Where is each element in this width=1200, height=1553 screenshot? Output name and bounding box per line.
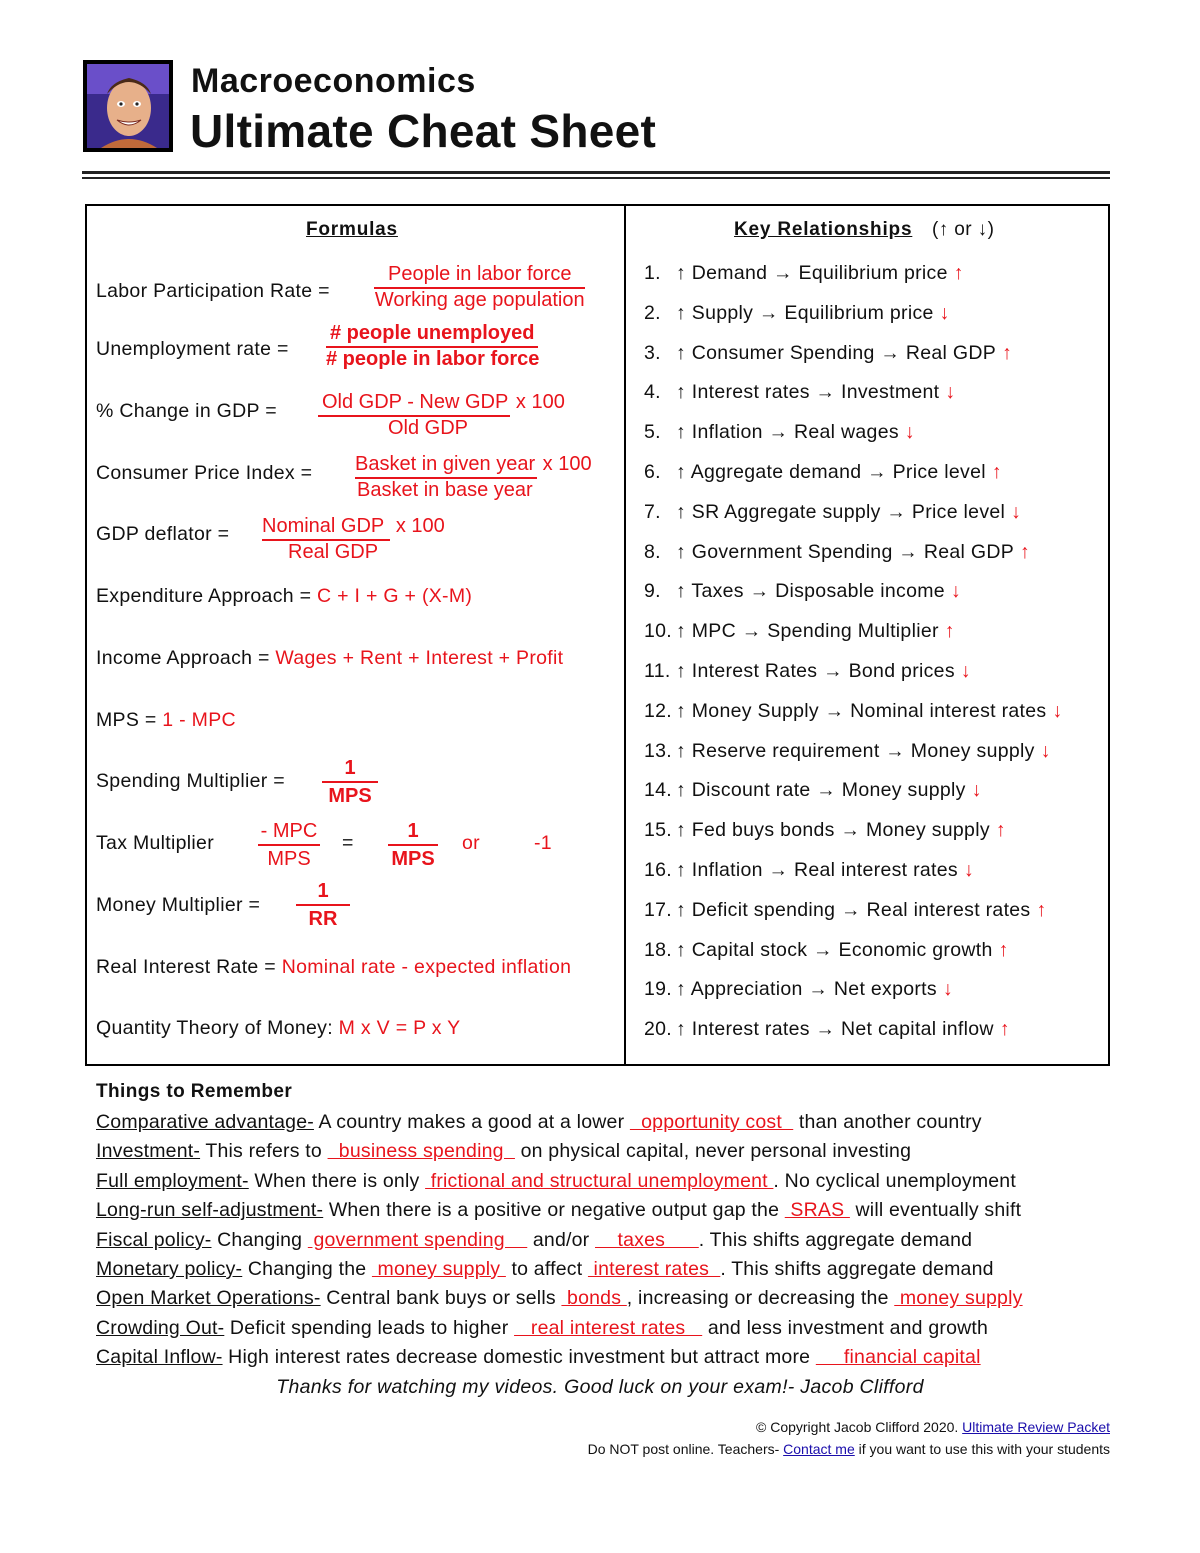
relationship-item: [644, 819, 1006, 842]
arrow-down-icon: ↓: [960, 660, 971, 682]
formula-expenditure-value: C + I + G + (X-M): [317, 585, 473, 607]
formula-numerator: # people unemployed: [326, 322, 538, 348]
remember-text: This refers to: [200, 1140, 328, 1163]
arrow-down-icon: ↓: [939, 301, 950, 324]
arrow-up-icon: ↑: [953, 262, 964, 284]
relationship-text: ↑ SR Aggregate supply → Price level: [676, 500, 1006, 523]
formula-income-value: Wages + Rent + Interest + Profit: [275, 647, 564, 669]
remember-text: , increasing or decreasing the: [626, 1287, 895, 1310]
relationship-item: [644, 1018, 1010, 1041]
relationship-number: 8.: [644, 540, 661, 563]
remember-line: [96, 1346, 981, 1369]
remember-text: . This shifts aggregate demand: [698, 1228, 973, 1251]
formula-deflator-fraction: [262, 515, 445, 564]
relationship-number: 20.: [644, 1018, 673, 1041]
relationship-text: ↑ Appreciation → Net exports: [676, 978, 937, 1001]
formula-label-expenditure: [96, 585, 472, 608]
arrow-down-icon: ↓: [963, 859, 975, 881]
formula-cpi-fraction: [355, 453, 592, 502]
remember-term: Fiscal policy-: [96, 1228, 212, 1251]
relationship-number: 13.: [644, 739, 673, 762]
remember-text: When there is only: [248, 1169, 426, 1192]
remember-text: than another country: [793, 1111, 982, 1133]
formula-label-gdp-change: % Change in GDP =: [96, 400, 277, 422]
formula-label-text: Real Interest Rate =: [96, 956, 276, 978]
remember-line: [96, 1317, 988, 1340]
formula-numerator: 1: [317, 880, 329, 902]
formula-label-mps: [96, 709, 236, 732]
relationship-text: ↑ Inflation → Real wages: [676, 421, 899, 444]
formula-numerator: Old GDP - New GDP: [318, 391, 510, 417]
formula-real-interest-value: Nominal rate - expected inflation: [281, 956, 572, 978]
formula-numerator: 1: [344, 757, 356, 779]
arrow-down-icon: ↓: [942, 978, 954, 1001]
relationship-number: 15.: [644, 819, 673, 842]
author-portrait-icon: [87, 64, 169, 148]
notice-text-end: if you want to use this with your students: [858, 1441, 1110, 1457]
author-photo: [83, 60, 173, 152]
arrow-down-icon: ↓: [971, 779, 982, 802]
relationship-text: ↑ Interest rates → Net capital inflow: [676, 1018, 994, 1041]
remember-text: to affect: [505, 1258, 588, 1280]
formula-label-money-multiplier: Money Multiplier =: [96, 894, 261, 916]
arrow-up-icon: ↑: [1020, 540, 1031, 563]
formula-numerator: Nominal GDP: [262, 515, 390, 541]
formula-label-cpi: Consumer Price Index =: [96, 462, 313, 484]
remember-answer: SRAS: [784, 1199, 850, 1222]
header-divider-thin: [82, 177, 1110, 179]
relationship-text: ↑ Interest Rates → Bond prices: [676, 660, 955, 682]
relationship-text: ↑ Interest rates → Investment: [676, 381, 940, 404]
copyright-text: © Copyright Jacob Clifford 2020.: [756, 1419, 959, 1435]
remember-text: A country makes a good at a lower: [313, 1111, 630, 1133]
relationship-item: [644, 262, 964, 285]
formula-tax-multiplier-fraction-1: [258, 820, 320, 871]
remember-term: Comparative advantage-: [96, 1111, 314, 1133]
remember-text: on physical capital, never personal investing: [514, 1140, 912, 1163]
remember-text: Central bank buys or sells: [320, 1287, 562, 1310]
remember-line: [96, 1170, 1016, 1193]
relationships-heading: Key Relationships: [734, 219, 913, 240]
fraction-bar: [322, 781, 378, 783]
relationship-text: ↑ Deficit spending → Real interest rates: [676, 898, 1031, 921]
remember-answer: frictional and structural unemployment: [425, 1169, 774, 1192]
remember-text: . No cyclical unemployment: [773, 1169, 1016, 1192]
formula-label-deflator: GDP deflator =: [96, 523, 230, 545]
relationship-item: [644, 939, 1009, 962]
remember-term: Open Market Operations-: [96, 1287, 321, 1310]
formula-times: x 100: [395, 515, 445, 537]
arrow-down-icon: ↓: [904, 421, 915, 444]
formula-neg-one: -1: [534, 832, 552, 854]
relationship-number: 3.: [644, 341, 661, 364]
formula-spending-multiplier-fraction: [322, 757, 378, 808]
formula-times: x 100: [515, 391, 565, 413]
remember-text: High interest rates decrease domestic investment but attract more: [222, 1346, 816, 1369]
relationship-number: 1.: [644, 262, 661, 284]
relationship-text: ↑ Consumer Spending → Real GDP: [676, 341, 997, 364]
relationship-text: ↑ Fed buys bonds → Money supply: [676, 819, 990, 842]
contact-link[interactable]: Contact me: [783, 1441, 855, 1457]
relationship-number: 18.: [644, 938, 673, 961]
relationship-number: 5.: [644, 421, 661, 444]
formula-money-multiplier-fraction: [296, 880, 350, 931]
formula-denominator: MPS: [391, 848, 435, 870]
header-subtitle: Macroeconomics: [191, 62, 476, 100]
relationship-item: [644, 700, 1063, 723]
relationship-item: [644, 620, 955, 643]
arrow-down-icon: ↓: [1040, 739, 1051, 762]
page-title: Ultimate Cheat Sheet: [190, 105, 657, 157]
remember-text: and/or: [527, 1228, 595, 1251]
remember-text: When there is a positive or negative output gap the: [323, 1199, 785, 1222]
relationship-number: 12.: [644, 699, 673, 722]
review-packet-link[interactable]: Ultimate Review Packet: [962, 1419, 1110, 1435]
formula-tax-multiplier-fraction-2: [388, 820, 438, 871]
relationship-item: [644, 501, 1021, 524]
formula-numerator: People in labor force: [374, 263, 585, 289]
formula-gdp-change-fraction: [318, 391, 565, 440]
remember-answer: financial capital: [815, 1346, 981, 1369]
relationship-item: [644, 660, 971, 683]
relationship-text: ↑ Aggregate demand → Price level: [676, 461, 986, 483]
remember-heading: Things to Remember: [96, 1081, 293, 1102]
relationship-item: [644, 541, 1030, 564]
remember-term: Full employment-: [96, 1169, 249, 1192]
relationship-number: 17.: [644, 898, 673, 921]
remember-answer: money supply: [894, 1287, 1023, 1310]
remember-line: [96, 1258, 994, 1281]
relationship-item: [644, 580, 961, 603]
remember-answer: taxes: [595, 1228, 699, 1251]
relationship-number: 16.: [644, 859, 673, 881]
arrow-up-icon: ↑: [1002, 341, 1013, 364]
formula-label-unemployment: Unemployment rate =: [96, 338, 289, 360]
remember-line: [96, 1140, 911, 1163]
remember-text: . This shifts aggregate demand: [720, 1258, 994, 1280]
relationship-item: [644, 978, 953, 1001]
formula-equals: =: [342, 832, 354, 854]
fraction-bar: [296, 904, 350, 906]
relationship-text: ↑ Money Supply → Nominal interest rates: [676, 699, 1047, 722]
formula-denominator: # people in labor force: [326, 348, 540, 370]
relationships-heading-note: (↑ or ↓): [932, 219, 995, 240]
relationship-item: [644, 342, 1012, 365]
relationship-number: 6.: [644, 461, 661, 483]
arrow-up-icon: ↑: [998, 938, 1009, 961]
fraction-bar: [388, 844, 438, 846]
formula-label-text: MPS =: [96, 709, 157, 731]
arrow-down-icon: ↓: [950, 580, 962, 603]
formula-label-spending-multiplier: Spending Multiplier =: [96, 770, 285, 792]
remember-term: Capital Inflow-: [96, 1346, 223, 1369]
remember-term: Monetary policy-: [96, 1258, 243, 1280]
relationship-item: [644, 779, 982, 802]
arrow-up-icon: ↑: [1036, 898, 1047, 921]
thanks-note: Thanks for watching my videos. Good luck on your exam!- Jacob Clifford: [276, 1376, 924, 1398]
relationship-number: 7.: [644, 500, 661, 523]
formula-denominator: MPS: [328, 785, 372, 807]
remember-line: [96, 1229, 972, 1252]
arrow-up-icon: ↑: [995, 819, 1006, 842]
remember-answer: money supply: [371, 1258, 506, 1280]
remember-text: Deficit spending leads to higher: [224, 1316, 515, 1339]
formula-label-labor: Labor Participation Rate =: [96, 280, 330, 302]
relationship-item: [644, 740, 1051, 763]
remember-answer: bonds: [561, 1287, 627, 1310]
formula-label-text: Expenditure Approach =: [96, 585, 312, 607]
formula-numerator: 1: [407, 820, 419, 842]
relationship-number: 4.: [644, 381, 661, 404]
relationship-item: [644, 461, 1002, 484]
formula-mps-value: 1 - MPC: [162, 709, 236, 731]
arrow-down-icon: ↓: [1052, 699, 1063, 722]
remember-text: will eventually shift: [849, 1199, 1022, 1222]
remember-answer: government spending: [307, 1228, 528, 1251]
formula-labor-fraction: [374, 263, 585, 312]
formula-denominator: MPS: [267, 848, 311, 870]
relationship-text: ↑ Reserve requirement → Money supply: [676, 739, 1035, 762]
fraction-bar: [258, 844, 320, 846]
formula-denominator: Working age population: [374, 289, 585, 311]
formula-denominator: Real GDP: [288, 541, 379, 563]
formula-denominator: RR: [308, 908, 338, 930]
arrow-up-icon: ↑: [944, 620, 955, 643]
relationship-item: [644, 859, 974, 882]
notice-line: [588, 1441, 1110, 1457]
relationship-number: 19.: [644, 978, 673, 1001]
formula-numerator: - MPC: [260, 820, 318, 842]
relationship-text: ↑ MPC → Spending Multiplier: [676, 620, 939, 643]
remember-answer: real interest rates: [514, 1316, 703, 1339]
relationship-text: ↑ Demand → Equilibrium price: [676, 262, 948, 284]
relationship-text: ↑ Discount rate → Money supply: [676, 779, 966, 802]
remember-line: [96, 1111, 982, 1134]
relationship-text: ↑ Taxes → Disposable income: [676, 580, 945, 603]
relationship-number: 2.: [644, 301, 661, 324]
remember-text: and less investment and growth: [702, 1316, 989, 1339]
remember-term: Long-run self-adjustment-: [96, 1199, 324, 1222]
remember-text: Changing the: [242, 1258, 372, 1280]
formula-label-quantity-theory: [96, 1017, 461, 1040]
formula-label-tax-multiplier: Tax Multiplier: [96, 832, 214, 854]
arrow-up-icon: ↑: [999, 1018, 1010, 1041]
remember-answer: business spending: [327, 1140, 515, 1163]
relationship-number: 14.: [644, 779, 673, 802]
formula-unemployment-fraction: [326, 322, 539, 371]
formulas-heading: Formulas: [306, 219, 398, 240]
formula-quantity-value: M x V = P x Y: [338, 1017, 461, 1039]
remember-line: [96, 1287, 1023, 1310]
notice-text: Do NOT post online. Teachers-: [587, 1441, 780, 1457]
formula-numerator: Basket in given year: [355, 453, 537, 479]
formula-denominator: Basket in base year: [357, 479, 533, 501]
relationship-text: ↑ Inflation → Real interest rates: [676, 859, 958, 881]
relationship-number: 11.: [644, 660, 671, 682]
column-divider: [624, 204, 626, 1066]
cheat-sheet-box: [85, 204, 1110, 1066]
relationship-text: ↑ Government Spending → Real GDP: [676, 540, 1015, 563]
remember-term: Investment-: [96, 1140, 201, 1163]
relationship-number: 10.: [644, 620, 673, 643]
formula-label-text: Income Approach =: [96, 647, 270, 669]
formula-denominator: Old GDP: [388, 417, 469, 439]
remember-answer: opportunity cost: [629, 1111, 794, 1133]
formula-or: or: [462, 832, 480, 854]
relationship-item: [644, 421, 915, 444]
relationship-text: ↑ Capital stock → Economic growth: [676, 938, 993, 961]
remember-answer: interest rates: [587, 1258, 721, 1280]
formula-label-real-interest: [96, 956, 571, 979]
relationship-item: [644, 302, 950, 325]
formula-times: x 100: [542, 453, 592, 475]
remember-line: [96, 1199, 1021, 1222]
formula-label-income: [96, 647, 563, 670]
formula-label-text: Quantity Theory of Money:: [96, 1017, 333, 1039]
arrow-down-icon: ↓: [1011, 500, 1022, 523]
relationship-text: ↑ Supply → Equilibrium price: [676, 301, 934, 324]
remember-text: Changing: [211, 1228, 308, 1251]
relationship-number: 9.: [644, 580, 661, 603]
arrow-up-icon: ↑: [991, 461, 1002, 483]
relationship-item: [644, 899, 1047, 922]
arrow-down-icon: ↓: [945, 381, 956, 404]
copyright-line: [756, 1419, 1110, 1435]
header-divider: [82, 171, 1110, 174]
relationship-item: [644, 381, 955, 404]
remember-term: Crowding Out-: [96, 1316, 225, 1339]
